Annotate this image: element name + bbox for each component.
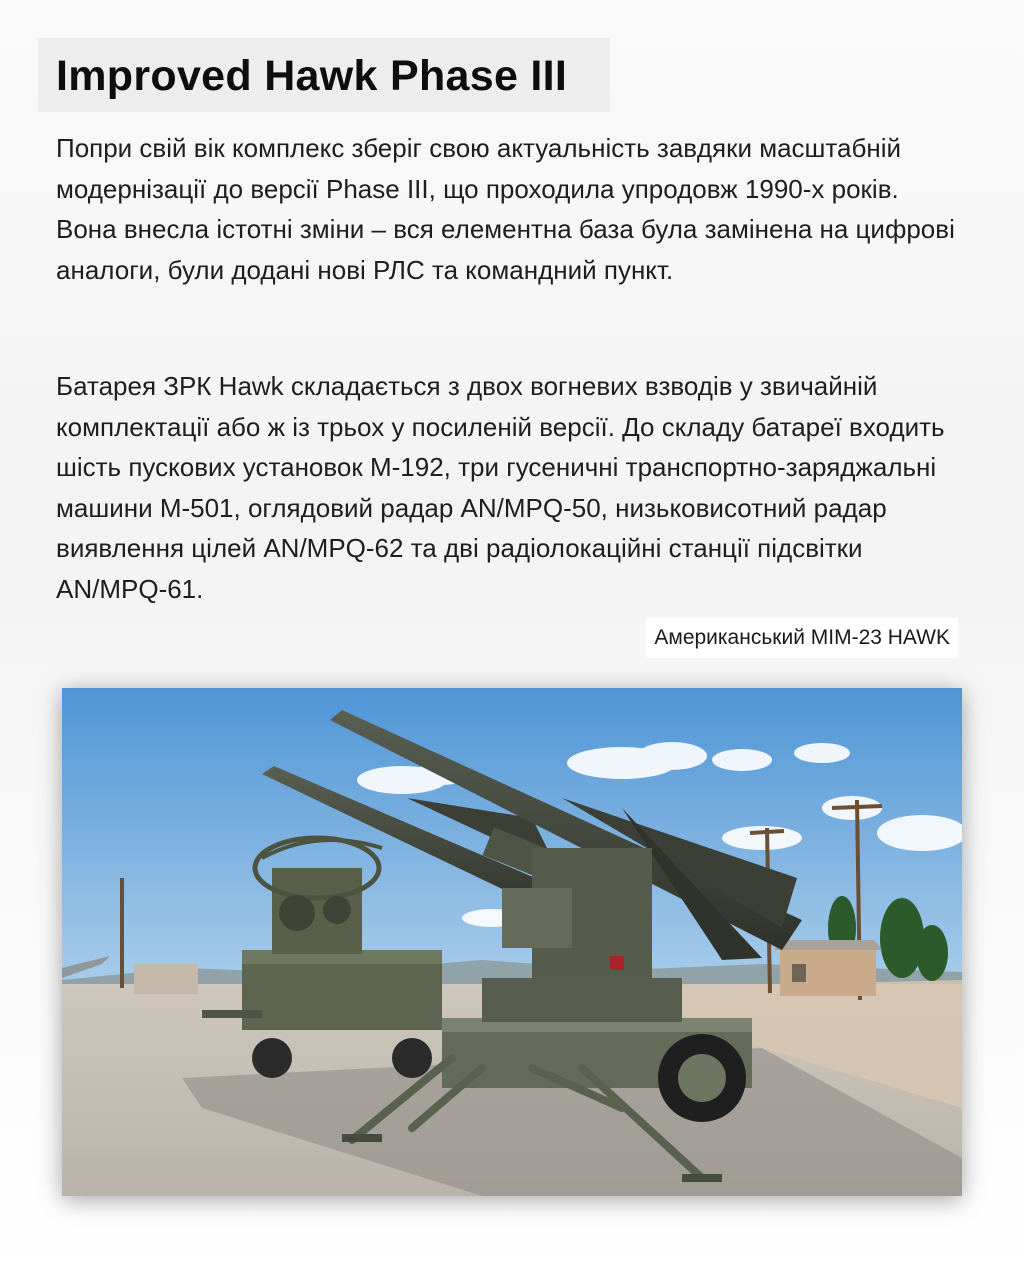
page-title: Improved Hawk Phase III (56, 52, 568, 100)
photo-caption: Американський MIM-23 HAWK (654, 626, 950, 649)
body-paragraph-2: Батарея ЗРК Hawk складається з двох вогневих взводів у звичайній комплектації або ж із трьох у посиленій версії. До складу батареї входить шість пускових установок M-192, три гусеничні транспортно-заряджальні машини M-501, оглядовий радар AN/MPQ-50, низьковисотний радар виявлення цілей AN/MPQ-62 та дві радіолокаційні станції підсвітки AN/MPQ-61. (56, 371, 945, 604)
photo-caption-box (646, 618, 958, 658)
missile-launcher-photo (62, 688, 962, 1196)
body-paragraph-1: Попри свій вік комплекс зберіг свою актуальність завдяки масштабній модернізації до версії Phase III, що проходила упродовж 1990-х років. Вона внесла істотні зміни – вся елементна база була замінена на цифрові аналоги, були додані нові РЛС та командний пункт. (56, 133, 955, 285)
building (774, 940, 882, 996)
